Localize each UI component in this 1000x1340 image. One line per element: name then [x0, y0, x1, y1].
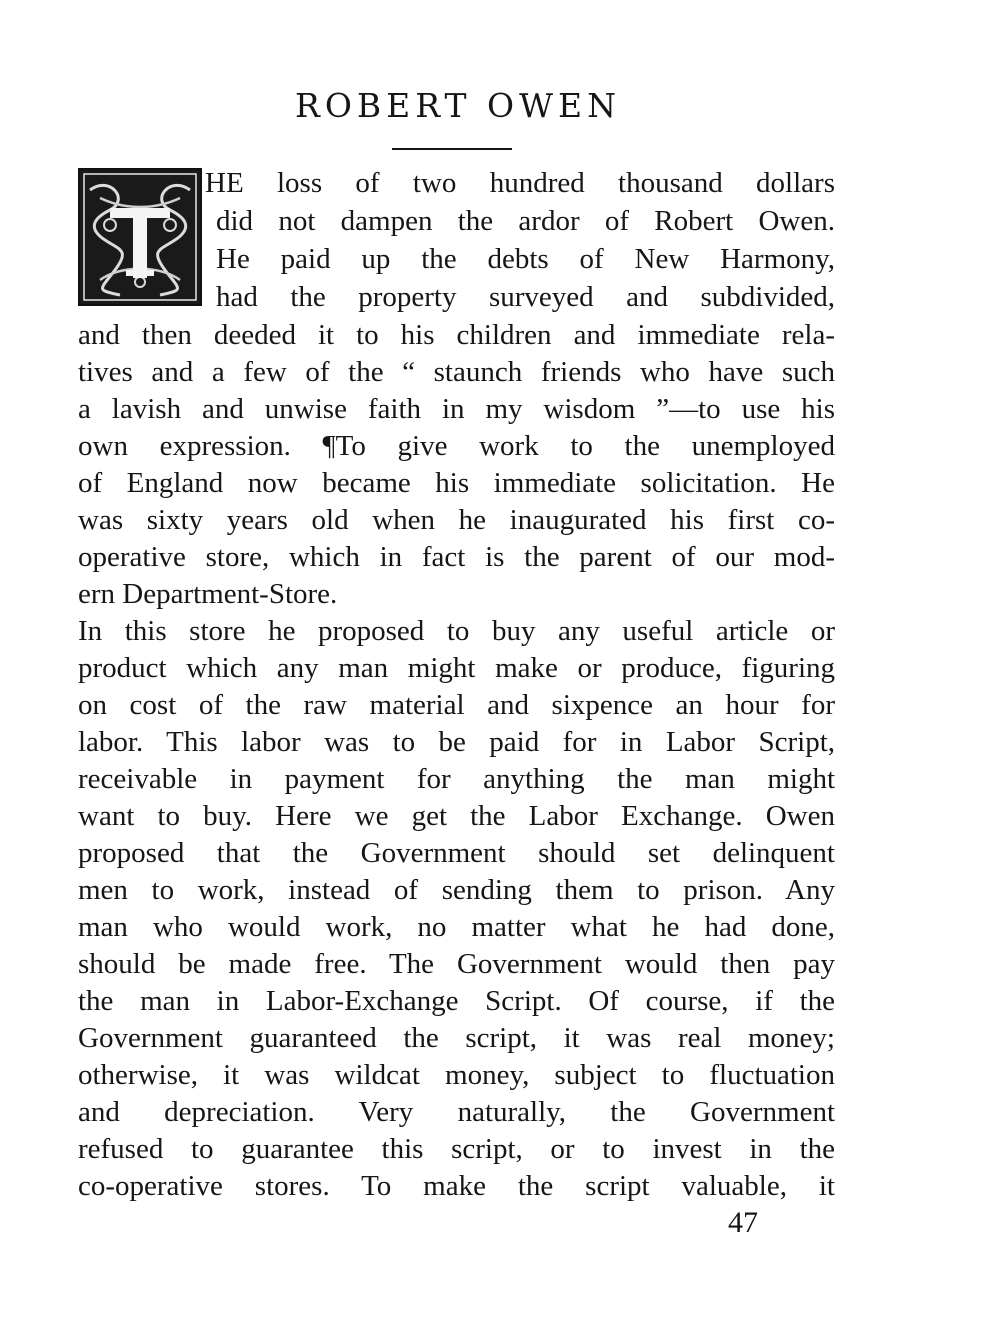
- text-line: ern Department-Store.: [78, 578, 338, 610]
- title-rule: [392, 148, 512, 150]
- text-line: a lavish and unwise faith in my wisdom ”—to use his: [78, 393, 835, 425]
- drop-cap-letter: T: [139, 264, 141, 265]
- text-line: had the property surveyed and subdivided,: [216, 281, 835, 313]
- text-line: co-operative stores. To make the script valuable, it: [78, 1170, 835, 1202]
- text-line: and then deeded it to his children and immediate rela-: [78, 319, 835, 351]
- text-line: men to work, instead of sending them to prison. Any: [78, 874, 835, 906]
- text-line: proposed that the Government should set delinquent: [78, 837, 835, 869]
- text-line: should be made free. The Government would then pay: [78, 948, 835, 980]
- text-line: own expression. ¶To give work to the unemployed: [78, 430, 835, 462]
- page-number: 47: [728, 1206, 758, 1239]
- text-line: operative store, which in fact is the parent of our mod-: [78, 541, 835, 573]
- text-line: of England now became his immediate solicitation. He: [78, 467, 835, 499]
- text-line: want to buy. Here we get the Labor Exchange. Owen: [78, 800, 835, 832]
- text-line: HE loss of two hundred thousand dollars: [205, 167, 835, 199]
- text-line: product which any man might make or produce, figuring: [78, 652, 835, 684]
- text-line: the man in Labor-Exchange Script. Of course, if the: [78, 985, 835, 1017]
- text-line: was sixty years old when he inaugurated his first co-: [78, 504, 835, 536]
- text-line: labor. This labor was to be paid for in Labor Script,: [78, 726, 835, 758]
- decorative-drop-cap: [78, 168, 202, 306]
- text-line: man who would work, no matter what he had done,: [78, 911, 835, 943]
- text-line: and depreciation. Very naturally, the Government: [78, 1096, 835, 1128]
- drop-cap-ornament-icon: [80, 170, 200, 304]
- text-line: refused to guarantee this script, or to invest in the: [78, 1133, 835, 1165]
- text-line: receivable in payment for anything the man might: [78, 763, 835, 795]
- text-line: otherwise, it was wildcat money, subject to fluctuation: [78, 1059, 835, 1091]
- text-line: tives and a few of the “ staunch friends who have such: [78, 356, 835, 388]
- text-line: Government guaranteed the script, it was real money;: [78, 1022, 835, 1054]
- text-line: In this store he proposed to buy any useful article or: [78, 615, 835, 647]
- text-line: did not dampen the ardor of Robert Owen.: [216, 205, 835, 237]
- text-line: on cost of the raw material and sixpence an hour for: [78, 689, 835, 721]
- running-title: ROBERT OWEN: [295, 86, 621, 125]
- text-line: He paid up the debts of New Harmony,: [216, 243, 835, 275]
